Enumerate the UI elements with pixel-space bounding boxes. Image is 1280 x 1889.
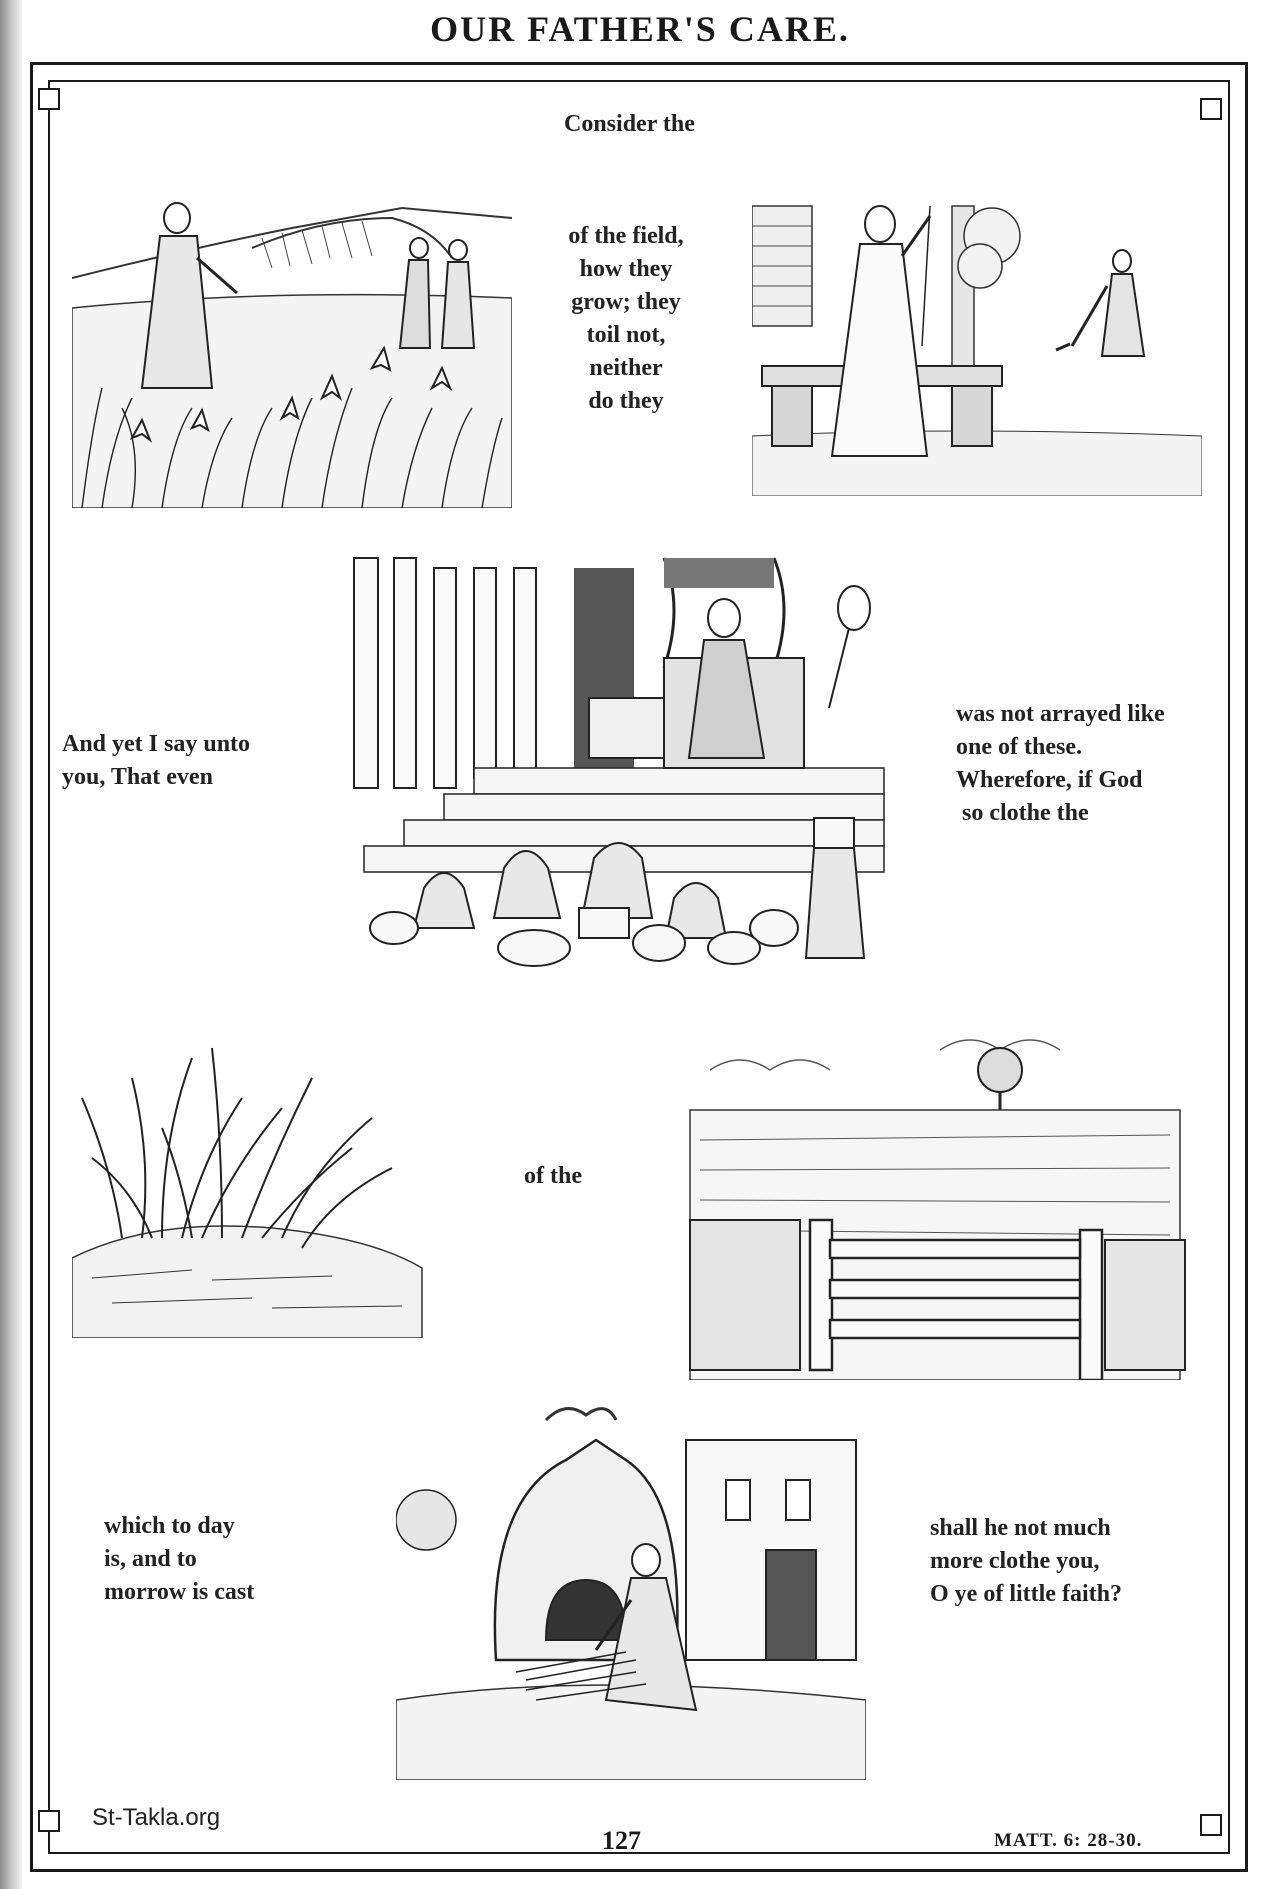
page-number: 127 bbox=[602, 1826, 641, 1855]
scripture-reference: MATT. 6: 28-30. bbox=[994, 1830, 1143, 1851]
page-title: OUR FATHER'S CARE. bbox=[430, 9, 850, 49]
verse-consider-the: Consider the bbox=[564, 111, 695, 137]
corner-ornament-top-right bbox=[1200, 98, 1222, 120]
illustration-grass bbox=[72, 1018, 432, 1338]
verse-shall-he-not: shall he not much more clothe you, O ye of little faith? bbox=[930, 1515, 1122, 1607]
watermark-text: St-Takla.org bbox=[92, 1804, 221, 1831]
book-binding-shadow bbox=[0, 0, 22, 1889]
verse-was-not-arrayed: was not arrayed like one of these. Wherefore, if God so clothe the bbox=[956, 701, 1165, 826]
illustration-solomon bbox=[334, 548, 924, 998]
corner-ornament-bottom-right bbox=[1200, 1814, 1222, 1836]
illustration-field bbox=[680, 1030, 1190, 1380]
verse-and-yet-i-say: And yet I say unto you, That even bbox=[62, 731, 251, 790]
illustration-spinning bbox=[752, 196, 1202, 496]
corner-ornament-bottom-left bbox=[38, 1810, 60, 1832]
verse-of-the: of the bbox=[524, 1163, 582, 1189]
illustration-oven bbox=[396, 1400, 866, 1780]
verse-of-the-field: of the field, how they grow; they toil not, neither do they bbox=[568, 223, 684, 414]
verse-which-to-day: which to day is, and to morrow is cast bbox=[104, 1513, 255, 1605]
corner-ornament-top-left bbox=[38, 88, 60, 110]
illustration-lilies bbox=[72, 188, 512, 508]
